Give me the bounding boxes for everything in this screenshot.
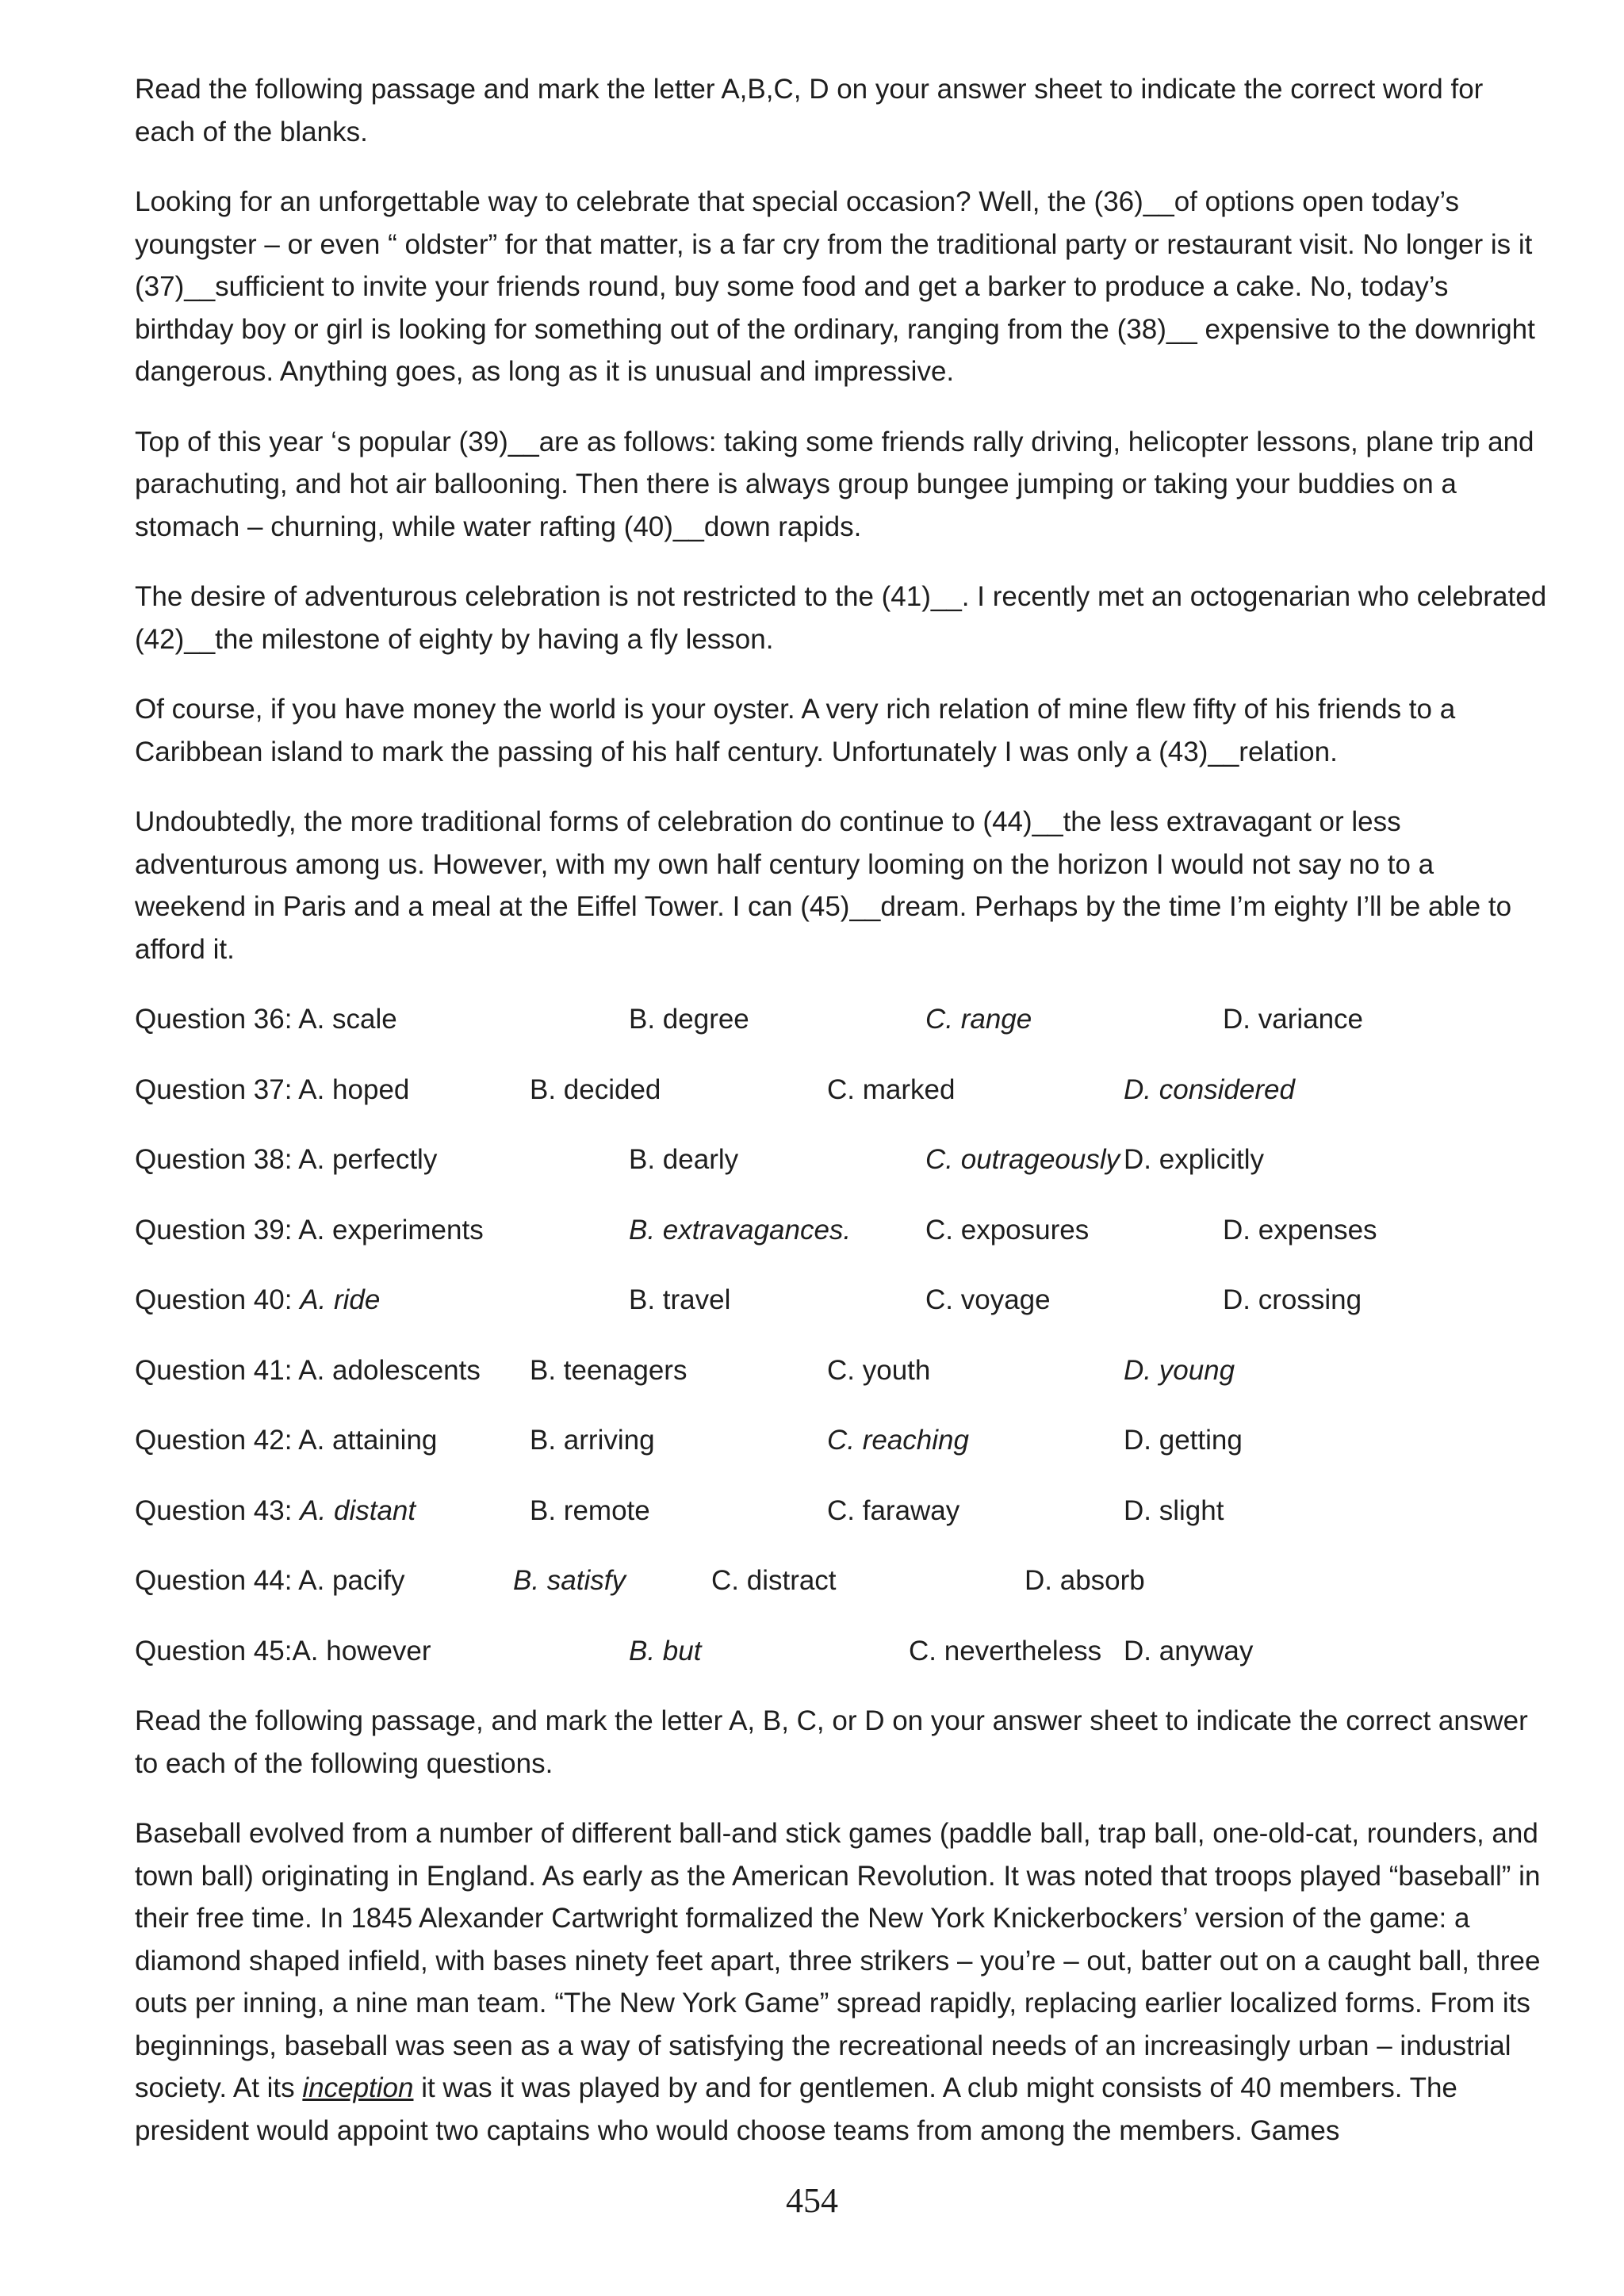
question-39-option-d: D. expenses bbox=[1223, 1214, 1377, 1246]
passage1-paragraph-4: Of course, if you have money the world is your oyster. A very rich relation of mine flew fifty of his friends to a Caribbean island to mark the passing of his half century. Unfortunately I was only a (43)__relation. bbox=[135, 694, 1456, 767]
question-38-option-c: C. outrageously bbox=[925, 1144, 1120, 1175]
question-42 bbox=[135, 1419, 1550, 1462]
question-41-option-c: C. youth bbox=[827, 1354, 931, 1386]
question-37-option-d: D. considered bbox=[1124, 1073, 1295, 1105]
question-44-option-d: D. absorb bbox=[1025, 1565, 1145, 1596]
instructions-section-1: Read the following passage and mark the letter A,B,C, D on your answer sheet to indicate the correct word for each of the blanks. bbox=[135, 74, 1484, 147]
question-41-option-d: D. young bbox=[1124, 1354, 1235, 1386]
question-38-option-b: B. dearly bbox=[629, 1144, 739, 1175]
question-45-option-a: Question 45:A. however bbox=[135, 1635, 431, 1667]
passage1-paragraph-5: Undoubtedly, the more traditional forms of celebration do continue to (44)__the less extravagant or less adventurous among us. However, with my own half century looming on the horizon I would not say no to a weekend in Paris and a meal at the Eiffel Tower. I can (45)__dream. Perhaps by the time I’m eighty I’ll be able to afford it. bbox=[135, 806, 1512, 965]
question-39-option-a: Question 39: A. experiments bbox=[135, 1214, 484, 1246]
question-40-option-c: C. voyage bbox=[925, 1284, 1051, 1315]
question-43-option-a-text: A. distant bbox=[300, 1494, 416, 1526]
question-44 bbox=[135, 1559, 1550, 1602]
question-43-option-c: C. faraway bbox=[827, 1494, 960, 1526]
question-39 bbox=[135, 1209, 1550, 1252]
question-41 bbox=[135, 1349, 1550, 1392]
question-43-option-a bbox=[135, 1490, 416, 1533]
document-page bbox=[135, 68, 1550, 2179]
question-36-option-a: Question 36: A. scale bbox=[135, 1004, 397, 1035]
question-41-option-a: Question 41: A. adolescents bbox=[135, 1354, 481, 1386]
question-45 bbox=[135, 1630, 1550, 1673]
question-40 bbox=[135, 1279, 1550, 1322]
question-45-option-c: C. nevertheless bbox=[909, 1635, 1102, 1667]
question-37-option-c: C. marked bbox=[827, 1073, 956, 1105]
question-38-option-d: D. explicitly bbox=[1124, 1144, 1264, 1175]
question-40-label: Question 40: bbox=[135, 1284, 301, 1315]
question-40-option-a-text: A. ride bbox=[300, 1284, 381, 1315]
question-43 bbox=[135, 1490, 1550, 1533]
question-36-option-c: C. range bbox=[925, 1004, 1032, 1035]
question-42-option-c: C. reaching bbox=[827, 1425, 969, 1456]
passage2-underlined-word: inception bbox=[302, 2072, 414, 2103]
passage1-paragraph-2: Top of this year ‘s popular (39)__are as follows: taking some friends rally driving, helicopter lessons, plane trip and parachuting, and hot air ballooning. Then there is always group bungee jumping or taking your buddies on a stomach – churning, while water rafting (40)__down rapids. bbox=[135, 426, 1534, 542]
passage2-paragraph-1 bbox=[135, 1812, 1550, 2152]
question-39-option-c: C. exposures bbox=[925, 1214, 1090, 1246]
question-45-option-b: B. but bbox=[629, 1635, 702, 1667]
instructions-section-2: Read the following passage, and mark the letter A, B, C, or D on your answer sheet to indicate the correct answer to each of the following questions. bbox=[135, 1705, 1528, 1779]
question-38 bbox=[135, 1138, 1550, 1181]
question-42-option-a: Question 42: A. attaining bbox=[135, 1425, 438, 1456]
question-43-option-b: B. remote bbox=[530, 1494, 650, 1526]
question-36 bbox=[135, 998, 1550, 1041]
passage1-paragraph-3: The desire of adventurous celebration is not restricted to the (41)__. I recently met an octogenarian who celebrated (42)__the milestone of eighty by having a fly lesson. bbox=[135, 581, 1547, 655]
question-42-option-d: D. getting bbox=[1124, 1425, 1243, 1456]
question-39-option-b: B. extravagances. bbox=[629, 1214, 852, 1246]
page-number: 454 bbox=[786, 2181, 838, 2220]
question-36-option-d: D. variance bbox=[1223, 1004, 1364, 1035]
question-44-option-b: B. satisfy bbox=[513, 1565, 626, 1596]
passage2-text-before: Baseball evolved from a number of different ball-and stick games (paddle ball, trap ball, one-old-cat, rounders, and town ball) originating in England. As early as the American Revolution. It was noted that troops played “baseball” in their free time. In 1845 Alexander Cartwright formalized the New York Knickerbockers’ version of the game: a diamond shaped infield, with bases ninety feet apart, three strikers – you’re – out, batter out on a caught ball, three outs per inning, a nine man team. “The New York Game” spread rapidly, replacing earlier localized forms. From its beginnings, baseball was seen as a way of satisfying the recreational needs of an increasingly urban – industrial society. At its bbox=[135, 1818, 1541, 2103]
question-36-option-b: B. degree bbox=[629, 1004, 749, 1035]
question-43-option-d: D. slight bbox=[1124, 1494, 1224, 1526]
question-40-option-a bbox=[135, 1279, 380, 1322]
question-42-option-b: B. arriving bbox=[530, 1425, 655, 1456]
question-44-option-a: Question 44: A. pacify bbox=[135, 1565, 405, 1596]
passage2-text-after: it was it was played by and for gentlemen. A club might consists of 40 members. The president would appoint two captains who would choose teams from among the members. Games bbox=[135, 2072, 1457, 2146]
question-43-label: Question 43: bbox=[135, 1494, 301, 1526]
question-41-option-b: B. teenagers bbox=[530, 1354, 688, 1386]
question-37-option-b: B. decided bbox=[530, 1073, 661, 1105]
question-44-option-c: C. distract bbox=[711, 1565, 837, 1596]
question-45-option-d: D. anyway bbox=[1124, 1635, 1254, 1667]
question-37-option-a: Question 37: A. hoped bbox=[135, 1073, 410, 1105]
question-38-option-a: Question 38: A. perfectly bbox=[135, 1144, 438, 1175]
passage1-paragraph-1: Looking for an unforgettable way to celebrate that special occasion? Well, the (36)__of options open today’s youngster – or even “ oldster” for that matter, is a far cry from the traditional party or restaurant visit. No longer is it (37)__sufficient to invite your friends round, buy some food and get a barker to produce a cake. No, today’s birthday boy or girl is looking for something out of the ordinary, ranging from the (38)__ expensive to the downright dangerous. Anything goes, as long as it is unusual and impressive. bbox=[135, 186, 1535, 387]
question-37 bbox=[135, 1069, 1550, 1112]
question-40-option-d: D. crossing bbox=[1223, 1284, 1362, 1315]
question-40-option-b: B. travel bbox=[629, 1284, 731, 1315]
